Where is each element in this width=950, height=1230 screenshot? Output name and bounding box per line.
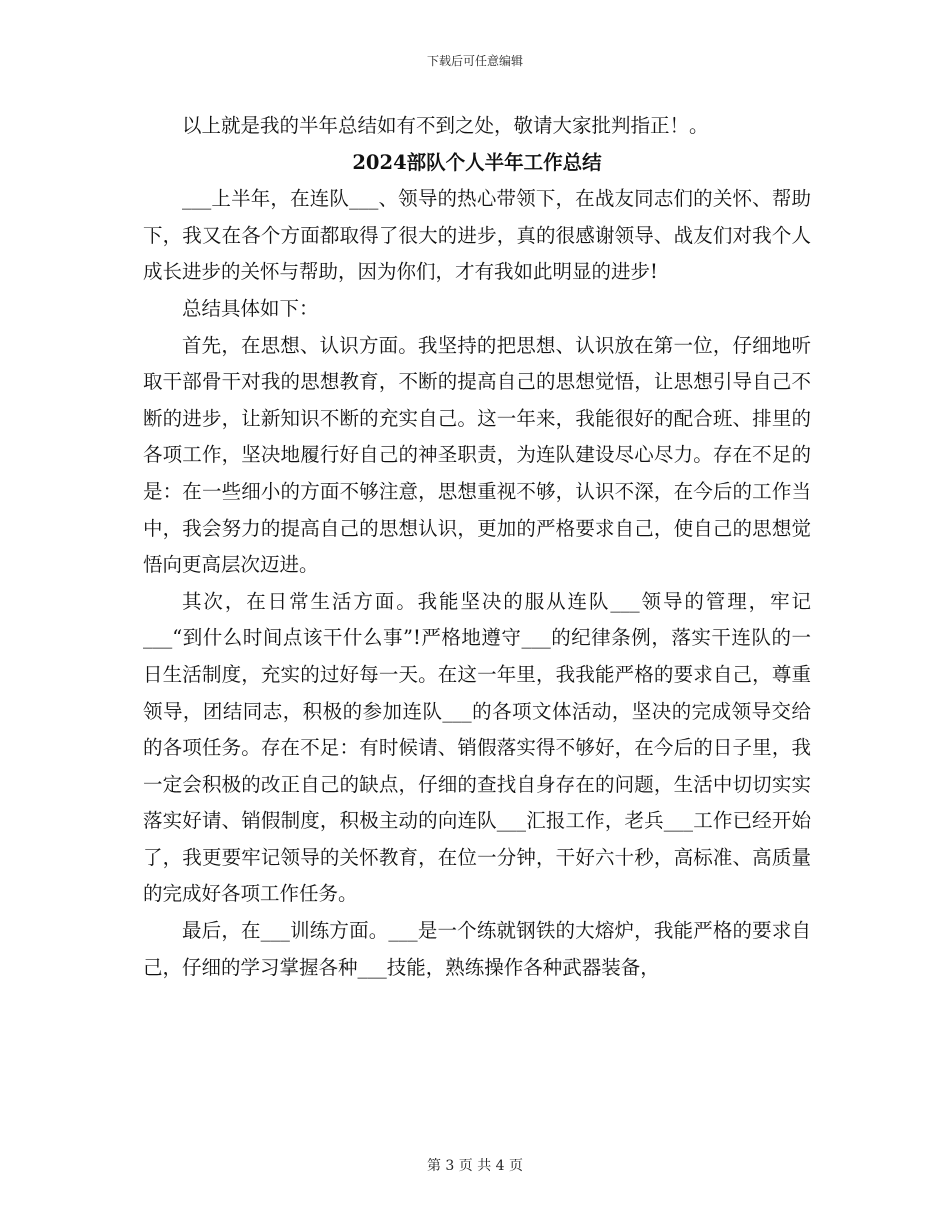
paragraph-thought: 首先，在思想、认识方面。我坚持的把思想、认识放在第一位，仔细地听取干部骨干对我的思想教育，不断的提高自己的思想觉悟，让思想引导自己不断的进步，让新知识不断的充实自己。这一年来，我能很好的配合班、排里的各项工作，坚决地履行好自己的神圣职责，为连队建设尽心尽力。存在不足的是：在一些细小的方面不够注意，思想重视不够，认识不深，在今后的工作当中，我会努力的提高自己的思想认识，更加的严格要求自己，使自己的思想觉悟向更高层次迈进。 <box>143 333 811 577</box>
page-number: 第 3 页 共 4 页 <box>426 1158 524 1174</box>
paragraph-intro: ___上半年，在连队___、领导的热心带领下，在战友同志们的关怀、帮助下，我又在各个方面都取得了很大的进步，真的很感谢领导、战友们对我个人成长进步的关怀与帮助，因为你们，才有我如此明显的进步! <box>143 187 811 284</box>
paragraph-training: 最后，在___训练方面。___是一个练就钢铁的大熔炉，我能严格的要求自己，仔细的学习掌握各种___技能，熟练操作各种武器装备， <box>143 919 811 979</box>
closing-line: 以上就是我的半年总结如有不到之处，敬请大家批判指正！。 <box>182 114 709 137</box>
paragraph-summary-heading: 总结具体如下： <box>182 296 319 320</box>
document-body <box>143 108 811 986</box>
paragraph-daily-life: 其次，在日常生活方面。我能坚决的服从连队___领导的管理，牢记___“到什么时间点该干什么事”!严格地遵守___的纪律条例，落实干连队的一日生活制度，充实的过好每一天。在这一年里，我我能严格的要求自己，尊重领导，团结同志，积极的参加连队___的各项文体活动，坚决的完成领导交给的各项任务。存在不足：有时候请、销假落实得不够好，在今后的日子里，我一定会积极的改正自己的缺点，仔细的查找自身存在的问题，生活中切切实实落实好请、销假制度，积极主动的向连队___汇报工作，老兵___工作已经开始了，我更要牢记领导的关怀教育，在位一分钟，干好六十秒，高标准、高质量的完成好各项工作任务。 <box>143 589 811 906</box>
page-header: 下载后可任意编辑 <box>426 54 523 68</box>
document-title: 2024部队个人半年工作总结 <box>352 150 602 174</box>
